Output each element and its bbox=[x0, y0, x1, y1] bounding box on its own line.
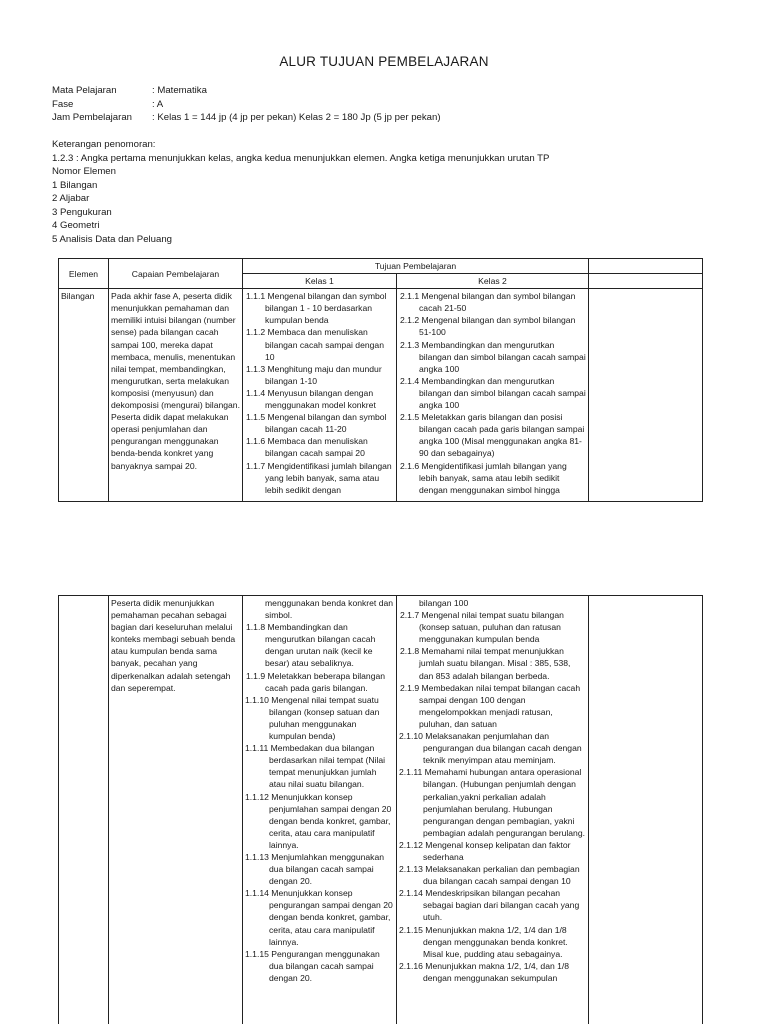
header-tujuan: Tujuan Pembelajaran bbox=[243, 259, 589, 274]
cell-kelas1 bbox=[243, 596, 397, 1024]
list-item: 1.1.11 Membedakan dua bilangan berdasarkan nilai tempat (Nilai tempat menunjukkan jumlah atau nilai suatu bilangan. bbox=[245, 743, 386, 790]
element-item: 5 Analisis Data dan Peluang bbox=[52, 233, 173, 245]
subject-meta bbox=[52, 84, 441, 125]
list-item: 2.1.7 Mengenal nilai tempat suatu bilangan (konsep satuan, puluhan dan ratusan menggunakan kumpulan benda bbox=[400, 610, 564, 645]
learning-goals-table-continued bbox=[58, 595, 703, 1024]
list-item: 2.1.6 Mengidentifikasi jumlah bilangan yang lebih banyak, sama atau lebih sedikit dengan menggunakan simbol hingga bbox=[400, 460, 567, 495]
table-row bbox=[59, 289, 703, 502]
cell-capaian bbox=[109, 596, 243, 1024]
list-item: 2.1.9 Membedakan nilai tempat bilangan cacah sampai dengan 100 dengan mengelompokkan menjadi ratusan, puluhan, dan satuan bbox=[400, 682, 581, 729]
page-title: ALUR TUJUAN PEMBELAJARAN bbox=[279, 54, 489, 69]
list-item: 2.1.2 Mengenal bilangan dan symbol bilangan 51-100 bbox=[400, 315, 576, 338]
meta-row-phase bbox=[52, 98, 441, 112]
list-item: 2.1.4 Membandingkan dan mengurutkan bilangan dan simbol bilangan cacah sampai angka 100 bbox=[400, 375, 586, 411]
list-item: 1.1.4 Menyusun bilangan dengan menggunakan model konkret bbox=[246, 387, 376, 411]
meta-key: Fase bbox=[52, 98, 74, 110]
list-item: 1.1.15 Pengurangan menggunakan dua bilangan cacah sampai dengan 20. bbox=[245, 948, 380, 983]
list-item: 2.1.13 Melaksanakan perkalian dan pembagian dua bilangan cacah sampai dengan 10 bbox=[399, 864, 580, 887]
meta-value: : Matematika bbox=[152, 85, 207, 96]
meta-key: Mata Pelajaran bbox=[52, 85, 117, 96]
list-item: 2.1.3 Membandingkan dan mengurutkan bilangan dan simbol bilangan cacah sampai angka 100 bbox=[400, 339, 586, 374]
list-item: 2.1.14 Mendeskripsikan bilangan pecahan sebagai bagian dari bilangan cacah yang utuh. bbox=[399, 888, 580, 923]
list-item: 1.1.13 Menjumlahkan menggunakan dua bilangan cacah sampai dengan 20. bbox=[245, 851, 385, 887]
list-item-continued: bilangan 100 bbox=[419, 598, 469, 608]
header-elemen: Elemen bbox=[59, 259, 109, 289]
list-item: 1.1.7 Mengidentifikasi jumlah bilangan yang lebih banyak, sama atau lebih sedikit dengan bbox=[246, 460, 392, 495]
list-item: 1.1.12 Menunjukkan konsep penjumlahan sampai dengan 20 dengan benda konkret, gambar, cerita, atau cara manipulatif lainnya. bbox=[245, 791, 392, 850]
notes-line: 1.2.3 : Angka pertama menunjukkan kelas, angka kedua menunjukkan elemen. Angka ketiga menunjukkan urutan TP bbox=[52, 152, 550, 164]
element-item: 1 Bilangan bbox=[52, 179, 98, 191]
cell-blank bbox=[589, 596, 703, 1024]
list-item: 2.1.11 Memahami hubungan antara operasional bilangan. (Hubungan penjumlah dengan perkalian,yakni perkalian adalah penjumlahan berulang. Hubungan pengurangan dengan pembagian, yakni pembagian adalah pengurangan berulang. bbox=[399, 767, 585, 838]
header-capaian: Capaian Pembelajaran bbox=[109, 259, 243, 289]
capaian-paragraph: Peserta didik dapat melakukan operasi penjumlahan dan pengurangan menggunakan benda-benda konkret yang banyaknya sampai 20. bbox=[111, 412, 229, 471]
header-kelas2: Kelas 2 bbox=[397, 274, 589, 289]
cell-elemen bbox=[59, 596, 109, 1024]
notes-heading: Keterangan penomoran: bbox=[52, 139, 156, 150]
capaian-paragraph: Pada akhir fase A, peserta didik menunjukkan pemahaman dan memiliki intuisi bilangan (number sense) pada bilangan cacah sampai 100, mereka dapat membaca, menulis, menentukan nilai tempat, membandingkan, mengurutkan, serta melakukan komposisi (menyusun) dan dekomposisi (mengurai) bilangan. bbox=[111, 291, 240, 411]
list-item: 2.1.1 Mengenal bilangan dan symbol bilangan cacah 21-50 bbox=[400, 291, 576, 314]
cell-capaian bbox=[109, 289, 243, 502]
list-item: 1.1.9 Meletakkan beberapa bilangan cacah pada garis bilangan. bbox=[246, 670, 386, 693]
list-item: 1.1.1 Mengenal bilangan dan symbol bilangan 1 - 10 berdasarkan kumpulan benda bbox=[246, 291, 387, 326]
cell-kelas2 bbox=[397, 289, 589, 502]
list-item-continued: menggunakan benda konkret dan simbol. bbox=[265, 598, 394, 621]
list-item: 1.1.8 Membandingkan dan mengurutkan bilangan cacah dengan urutan naik (kecil ke besar) atau sebaliknya. bbox=[246, 622, 376, 669]
meta-row-subject bbox=[52, 84, 441, 98]
list-item: 2.1.8 Memahami nilai tempat menunjukkan jumlah suatu bilangan. Misal : 385, 538, dan 853 adalah bilangan berbeda. bbox=[400, 646, 571, 681]
list-item: 1.1.5 Mengenal bilangan dan symbol bilangan cacah 11-20 bbox=[246, 412, 387, 435]
list-item: 1.1.6 Membaca dan menuliskan bilangan cacah sampai 20 bbox=[246, 436, 368, 459]
cell-blank bbox=[589, 289, 703, 502]
header-blank bbox=[589, 274, 703, 289]
list-item: 1.1.14 Menunjukkan konsep pengurangan sampai dengan 20 dengan benda konkret, gambar, cerita, atau cara manipulatif lainnya. bbox=[245, 888, 393, 947]
list-item: 1.1.3 Menghitung maju dan mundur bilangan 1-10 bbox=[246, 363, 382, 386]
cell-elemen: Bilangan bbox=[59, 289, 109, 502]
list-item: 1.1.2 Membaca dan menuliskan bilangan cacah sampai dengan 10 bbox=[246, 327, 384, 362]
meta-value: : A bbox=[152, 98, 164, 110]
table-header-row bbox=[59, 259, 703, 274]
element-item: 3 Pengukuran bbox=[52, 206, 112, 218]
cell-kelas1 bbox=[243, 289, 397, 502]
table-row bbox=[59, 596, 703, 1024]
numbering-notes bbox=[52, 138, 549, 246]
meta-row-hours bbox=[52, 111, 441, 125]
list-item: 2.1.5 Meletakkan garis bilangan dan posisi bilangan cacah pada garis bilangan sampai angka 100 (Misal menggunakan angka 81-90 dan sebagainya) bbox=[400, 412, 585, 459]
header-blank bbox=[589, 259, 703, 274]
element-item: 4 Geometri bbox=[52, 220, 100, 231]
list-item: 2.1.10 Melaksanakan penjumlahan dan pengurangan dua bilangan cacah dengan teknik menyimpan atau meminjam. bbox=[399, 731, 582, 766]
header-kelas1: Kelas 1 bbox=[243, 274, 397, 289]
notes-line: Nomor Elemen bbox=[52, 166, 116, 177]
capaian-paragraph: Peserta didik menunjukkan pemahaman pecahan sebagai bagian dari keseluruhan melalui konteks membagi sebuah benda atau kumpulan benda sama banyak, pecahan yang diperkenalkan adalah setengah dan seperempat. bbox=[111, 598, 236, 693]
list-item: 2.1.12 Mengenal konsep kelipatan dan faktor sederhana bbox=[399, 839, 571, 862]
cell-kelas2 bbox=[397, 596, 589, 1024]
meta-value: : Kelas 1 = 144 jp (4 jp per pekan) Kelas 2 = 180 Jp (5 jp per pekan) bbox=[152, 112, 441, 123]
list-item: 2.1.15 Menunjukkan makna 1/2, 1/4 dan 1/8 dengan menggunakan benda konkret. Misal kue, pudding atau sebagainya. bbox=[399, 924, 568, 959]
list-item: 1.1.10 Mengenal nilai tempat suatu bilangan (konsep satuan dan puluhan menggunakan kumpulan benda) bbox=[245, 694, 380, 742]
element-item: 2 Aljabar bbox=[52, 193, 90, 204]
learning-goals-table bbox=[58, 258, 703, 502]
meta-key: Jam Pembelajaran bbox=[52, 112, 132, 123]
list-item: 2.1.16 Menunjukkan makna 1/2, 1/4, dan 1/8 dengan menggunakan sekumpulan bbox=[399, 960, 570, 983]
